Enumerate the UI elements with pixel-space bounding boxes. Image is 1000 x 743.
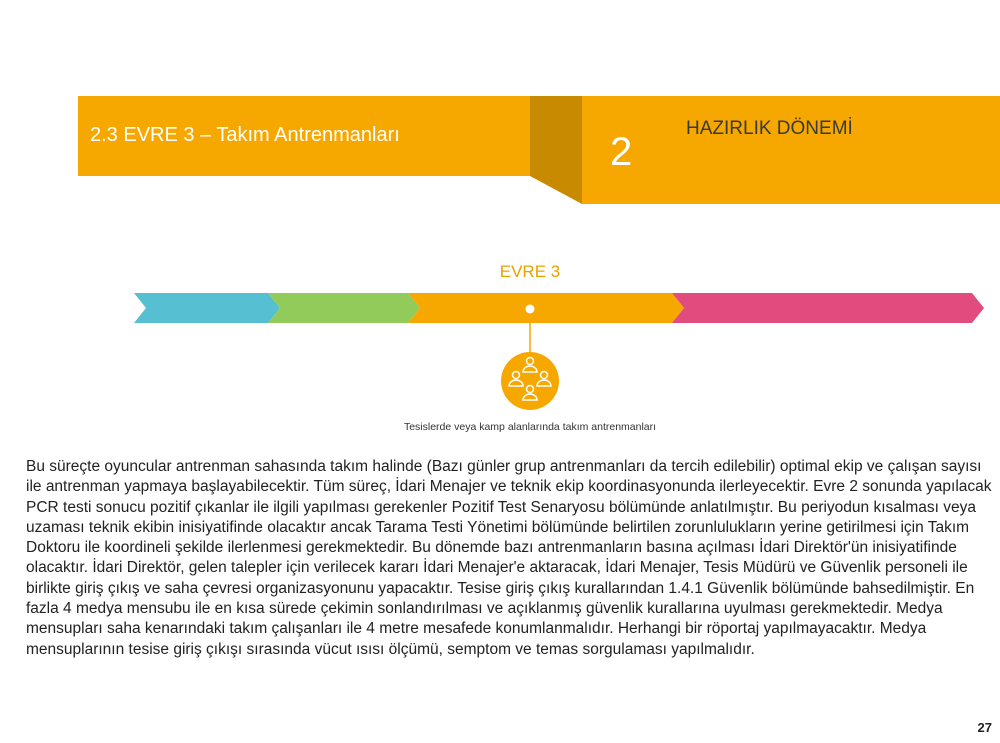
timeline-marker-dot [526,305,535,314]
chapter-number: 2 [610,130,633,174]
team-people-icon [501,352,559,410]
page-number: 27 [977,720,992,735]
timeline-segment-teal [134,293,280,323]
timeline-segment-pink [672,293,984,323]
timeline-segment-green [268,293,420,323]
body-paragraph: Bu süreçte oyuncular antrenman sahasında takım halinde (Bazı günler grup antrenmanları da tercih edilebilir) optimal ekip ve çalışan sayısı ile antrenman yapmaya başlayabilecektir. Tüm süreç, İdari Menajer ve teknik ekip koordinasyonunda ilerleyecektir. Evre 2 sonunda yapılacak PCR testi sonucu pozitif çıkanlar ile ilgili yapılması gerekenler Pozitif Test Senaryosu bölümünde anlatılmıştır. Bu periyodun kısalması veya uzaması teknik ekibin inisiyatifinde olacaktır ancak Tarama Testi Yönetimi bölümünde belirtilen zorunlulukların yerine getirilmesi için Takım Doktoru ile koordineli şekilde ilerlenmesi gerekmektedir. Bu dönemde bazı antrenmanların basına açılması İdari Direktör'ün inisiyatifinde olacaktır. İdari Direktör, gelen talepler için verilecek kararı İdari Menajer'e aktaracak, İdari Menajer, Tesis Müdürü ve Güvenlik personeli ile birlikte giriş çıkış ve saha çevresi organizasyonunu yapacaktır. Tesise giriş çıkış kurallarından 1.4.1 Güvenlik bölümünde bahsedilmiştir. En fazla 4 medya mensubu ile en kısa sürede çekimin sonlandırılması ve açıklanmış güvenlik kurallarına uyulması gerekmektedir. Medya mensupları saha kenarındaki takım çalışanları ile 4 metre mesafede konumlanmalıdır. Herhangi bir röportaj yapılmayacaktır. Medya mensuplarının tesise giriş çıkışı sırasında vücut ısısı ölçümü, semptom ve temas sorgulaması yapılmalıdır. [26,458,992,658]
timeline-caption: Tesislerde veya kamp alanlarında takım antrenmanları [403,421,657,433]
chapter-title: HAZIRLIK DÖNEMİ [686,118,853,139]
active-phase-label: EVRE 3 [499,262,561,281]
timeline-segment-orange [408,293,684,323]
section-title: 2.3 EVRE 3 – Takım Antrenmanları [90,124,400,146]
